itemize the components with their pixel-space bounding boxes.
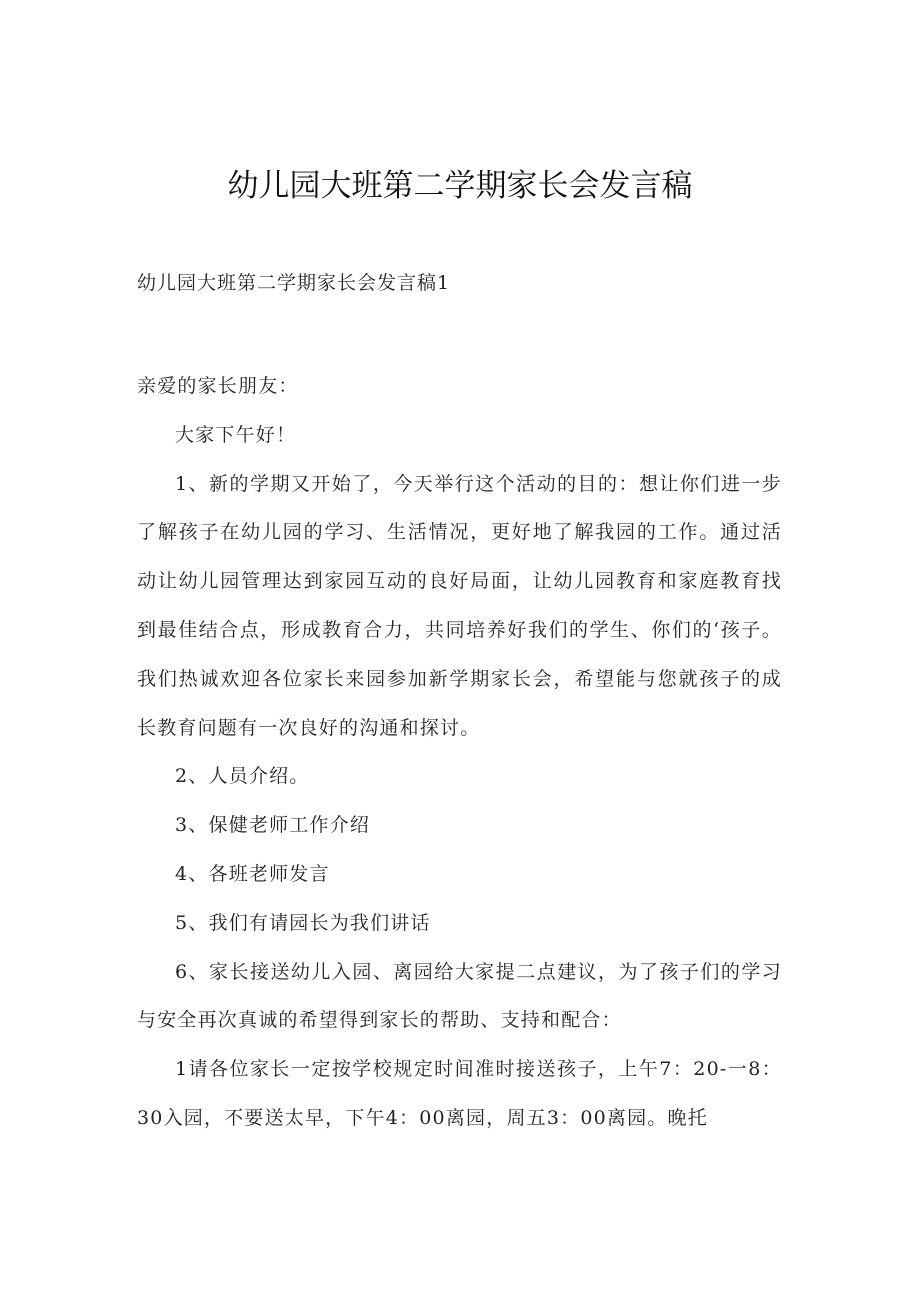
greeting: 亲爱的家长朋友： [137,375,299,397]
document-subtitle: 幼儿园大班第二学期家长会发言稿1 [137,272,451,294]
paragraph-2: 2、人员介绍。 [175,765,310,788]
salutation: 大家下午好！ [175,423,297,446]
paragraph-1: 1、新的学期又开始了，今天举行这个活动的目的：想让你们进一步了解孩子在幼儿园的学习、生活情况，更好地了解我园的工作。通过活动让幼儿园管理达到家园互动的良好局面，让幼儿园教育和家庭教育找到最佳结合点，形成教育合力，共同培养好我们的学生、你们的‘孩子。我们热诚欢迎各位家长来园参加新学期家长会，希望能与您就孩子的成长教育问题有一次良好的沟通和探讨。 [137,472,782,739]
paragraph-4: 4、各班老师发言 [175,862,330,885]
document-title: 幼儿园大班第二学期家长会发言稿 [227,168,693,204]
paragraph-7: 1请各位家长一定按学校规定时间准时接送孩子，上午7：20-一8：30入园，不要送太早，下午4：00离园，周五3：00离园。晚托 [137,1058,782,1129]
paragraph-6: 6、家长接送幼儿入园、离园给大家提二点建议，为了孩子们的学习与安全再次真诚的希望得到家长的帮助、支持和配合： [137,960,782,1032]
document-body [137,362,782,1143]
paragraph-5: 5、我们有请园长为我们讲话 [175,911,431,934]
paragraph-3: 3、保健老师工作介绍 [175,814,371,837]
